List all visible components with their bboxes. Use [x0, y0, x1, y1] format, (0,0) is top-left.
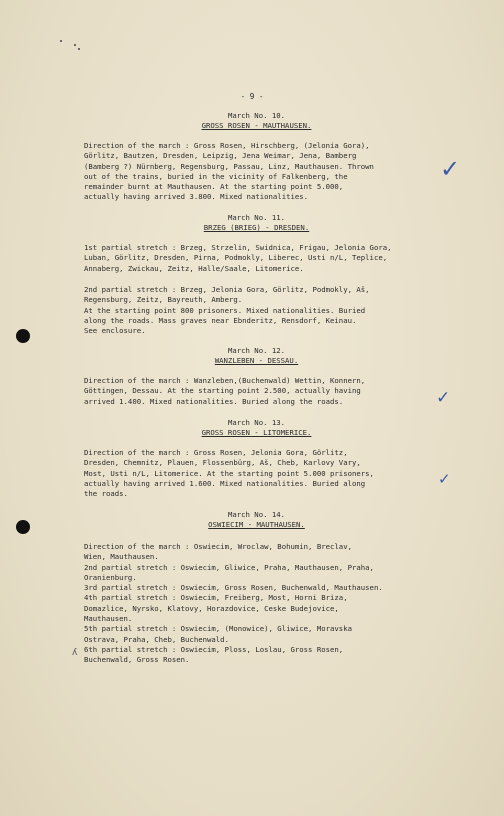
march-11-heading: March No. 11.: [227, 213, 286, 222]
march-10-title: GROSS ROSEN - MAUTHAUSEN.: [201, 121, 312, 130]
check-mark-icon: ✓: [438, 470, 451, 488]
speck: [74, 44, 76, 46]
march-10-text: Direction of the march : Gross Rosen, Hirschberg, (Jelonia Gora), Görlitz, Bautzen, Dresden, Leipzig, Jena Weimar, Jena, Bamberg (Bamberg ?) Nürnberg, Regensburg, Passau, Linz, Mauthausen. Thrown out of the trains, buried in the vicinity of Falkenberg, the remainder burnt at Mauthausen. At the starting point 5.000, actually having arrived 3.800. Mixed nationalities.: [84, 141, 374, 202]
punch-hole-top: [16, 329, 30, 343]
punch-hole-bottom: [16, 520, 30, 534]
march-11-text-1: 1st partial stretch : Brzeg, Strzelin, Swidnica, Frigau, Jelonia Gora, Luban, Görlitz, Dresden, Pirna, Podmokly, Liberec, Usti n/L, Teplice, Annaberg, Zwickau, Zeitz, Halle/Saale, Litomerice.: [84, 243, 392, 273]
march-13-title: GROSS ROSEN - LITOMERICE.: [201, 428, 312, 437]
march-13-text: Direction of the march : Gross Rosen, Jelonia Gora, Görlitz, Dresden, Chemnitz, Plauen, Flossenbürg, Aš, Cheb, Karlovy Vary, Most, Usti n/L, Litomerice. At the starting point 5.000 prisoners, actually having arrived 1.600. Mixed nationalities. Buried along the roads.: [84, 448, 374, 499]
pen-mark-icon: ʎ: [72, 648, 78, 658]
march-12-heading: March No. 12.: [227, 346, 286, 355]
march-14-text: Direction of the march : Oswiecim, Wroclaw, Bohumin, Breclav, Wien, Mauthausen. 2nd partial stretch : Oswiecim, Gliwice, Praha, Mauthausen, Praha, Oranienburg. 3rd partial stretch : Oswiecim, Gross Rosen, Buchenwald, Mauthausen. 4th partial stretch : Oswiecim, Freiberg, Most, Horni Briza, Domazlice, Nyrsko, Klatovy, Horazdovice, Ceske Budejovice, Mauthausen. 5th partial stretch : Oswiecim, (Monowice), Gliwice, Moravska Ostrava, Praha, Cheb, Buchenwald. 6th partial stretch : Oswiecim, Ploss, Loslau, Gross Rosen, Buchenwald, Gross Rosen.: [84, 542, 383, 665]
speck: [78, 48, 80, 50]
speck: [60, 40, 62, 42]
check-mark-icon: ✓: [436, 388, 451, 408]
march-14-heading: March No. 14.: [227, 510, 286, 519]
march-12-text: Direction of the march : Wanzleben,(Buchenwald) Wettin, Konnern, Göttingen, Dessau. At the starting point 2.500, actually having arrived 1.400. Mixed nationalities. Buried along the roads.: [84, 376, 366, 406]
march-14-title: OSWIECIM - MAUTHAUSEN.: [208, 520, 305, 529]
march-10-heading: March No. 10.: [227, 111, 286, 120]
march-13-heading: March No. 13.: [227, 418, 286, 427]
check-mark-icon: ✓: [440, 155, 461, 183]
march-11-text-2: 2nd partial stretch : Brzeg, Jelonia Gora, Görlitz, Podmokly, Aš, Regensburg, Zeitz, Bayreuth, Amberg. At the starting point 800 prisoners. Mixed nationalities. Buried along the roads. Mass graves near Ebnderitz, Rensdorf, Keinau. See enclosure.: [84, 285, 370, 336]
page-number: - 9 -: [240, 92, 264, 101]
march-12-title: WANZLEBEN - DESSAU.: [214, 356, 299, 365]
march-11-title: BRZEG (BRIEG) - DRESDEN.: [203, 223, 310, 232]
